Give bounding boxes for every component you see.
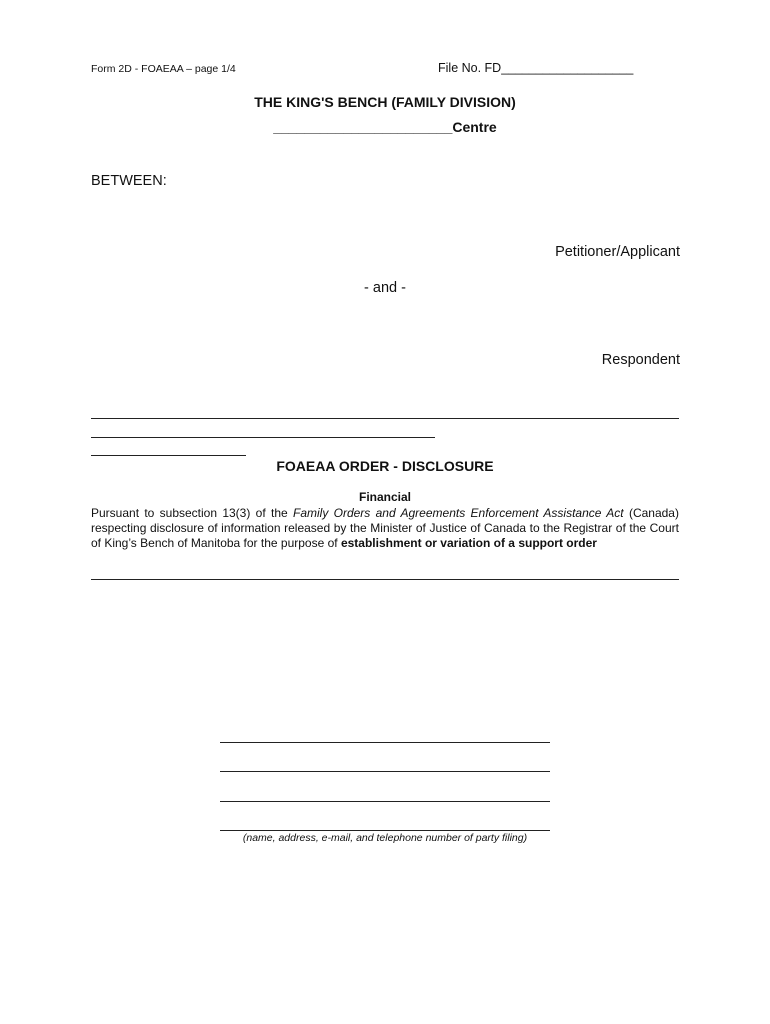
petitioner-label: Petitioner/Applicant xyxy=(555,244,680,260)
between-label: BETWEEN: xyxy=(91,173,167,189)
filing-party-line xyxy=(220,742,550,743)
filing-party-line xyxy=(220,771,550,772)
respondent-label: Respondent xyxy=(601,352,680,368)
court-title: THE KING'S BENCH (FAMILY DIVISION) xyxy=(254,94,516,110)
and-separator: - and - xyxy=(364,280,406,296)
para-purpose: establishment or variation of a support order xyxy=(340,536,597,550)
para-middle: (Canada) respecting disclosure of information released by the Minister of Justice of Canada to the Registrar of the Court of King’s Bench of Manitoba for the purpose of xyxy=(91,506,679,550)
filing-party-caption: (name, address, e-mail, and telephone number of party filing) xyxy=(242,832,528,844)
divider-line xyxy=(91,437,435,438)
act-name: Family Orders and Agreements Enforcement Assistance Act xyxy=(292,506,624,520)
document-title: FOAEAA ORDER - DISCLOSURE xyxy=(276,458,494,474)
document-subtitle: Financial xyxy=(358,490,411,504)
divider-line xyxy=(91,455,246,456)
divider-line xyxy=(91,579,679,580)
file-number: File No. FD___________________ xyxy=(438,61,634,75)
statutory-paragraph xyxy=(91,506,679,551)
court-centre: _______________________Centre xyxy=(273,119,497,135)
para-intro: Pursuant to subsection 13(3) of the xyxy=(91,506,293,520)
filing-party-line xyxy=(220,801,550,802)
divider-line xyxy=(91,418,679,419)
filing-party-line xyxy=(220,830,550,831)
form-reference: Form 2D - FOAEAA – page 1/4 xyxy=(91,63,236,75)
